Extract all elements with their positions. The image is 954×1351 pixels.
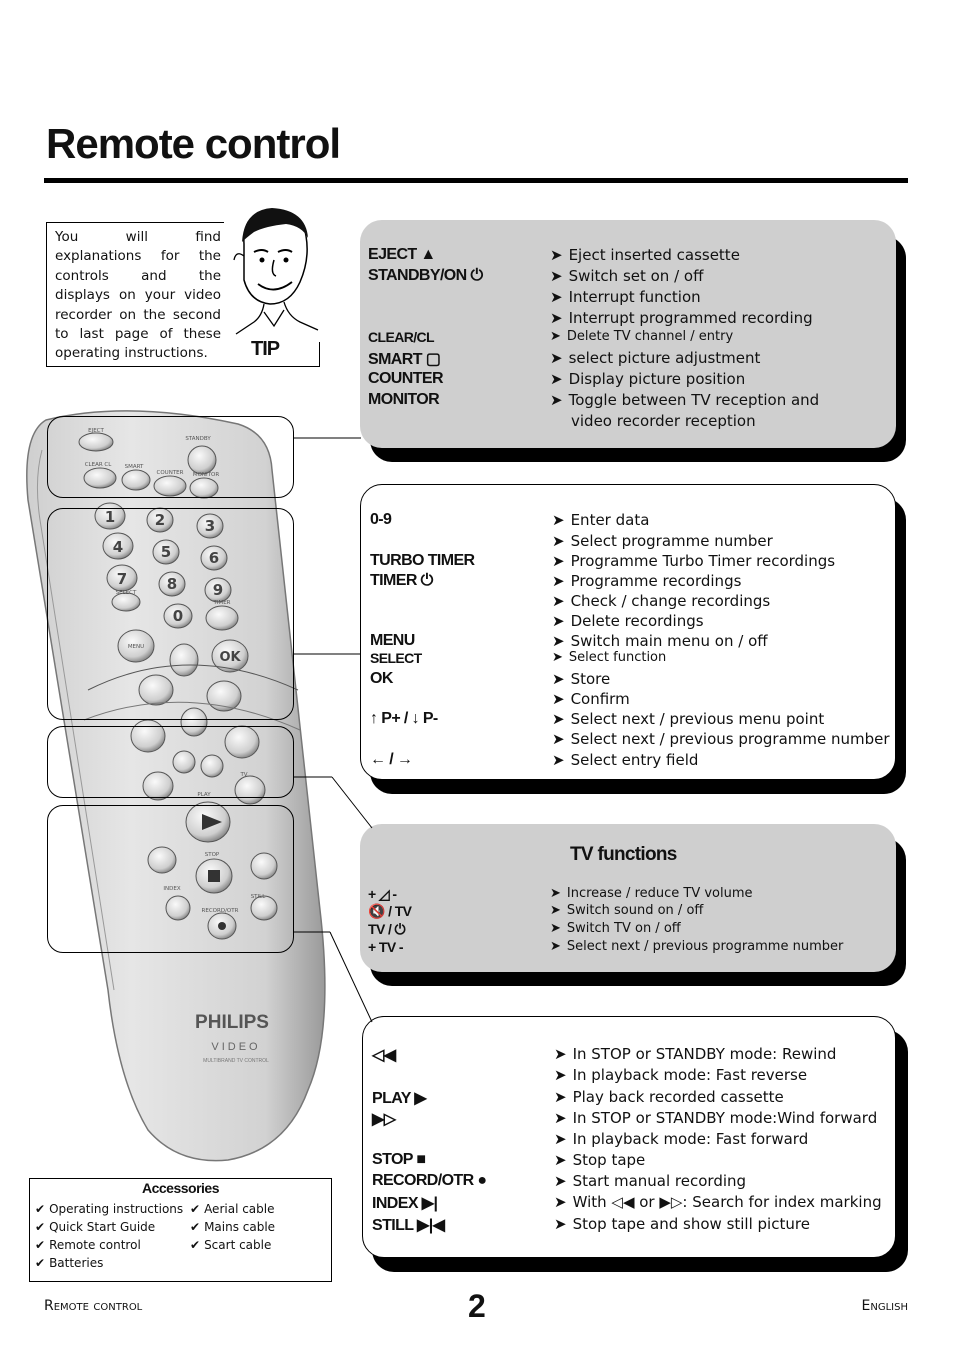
digit-2: 2 xyxy=(154,511,166,529)
tip-label: TIP xyxy=(251,338,280,360)
ok-label: OK xyxy=(219,650,241,665)
accessory-item: ✔ Quick Start Guide xyxy=(35,1220,183,1238)
clear-label: CLEAR CL xyxy=(84,462,112,468)
function-description: ➤ Increase / reduce TV volume xyxy=(550,886,753,901)
function-description: ➤ Store xyxy=(552,670,610,688)
function-description: ➤ Play back recorded cassette xyxy=(554,1088,784,1106)
timer-label: TIMER xyxy=(213,600,231,606)
counter-label: COUNTER xyxy=(156,470,184,476)
stop-label: STOP xyxy=(204,852,220,858)
button-name: MENU xyxy=(370,632,415,649)
function-description: ➤ In STOP or STANDBY mode: Rewind xyxy=(554,1045,836,1063)
tv-label: TV xyxy=(240,772,248,778)
standby-label: STANDBY xyxy=(185,436,211,442)
digit-9: 9 xyxy=(212,581,224,599)
function-description: ➤ Eject inserted cassette xyxy=(550,246,740,264)
accessory-item: ✔ Mains cable xyxy=(190,1220,275,1238)
button-name: STOP ■ xyxy=(372,1151,426,1168)
button-name: ▶▷ xyxy=(372,1111,396,1128)
function-description: ➤ In playback mode: Fast forward xyxy=(554,1130,808,1148)
accessory-item: ✔ Aerial cable xyxy=(190,1202,275,1220)
function-description: ➤ Programme Turbo Timer recordings xyxy=(552,552,835,570)
function-description: ➤ Enter data xyxy=(552,511,649,529)
function-description: ➤ Switch TV on / off xyxy=(550,921,681,936)
function-description: ➤ select picture adjustment xyxy=(550,349,760,367)
button-name: COUNTER xyxy=(368,370,443,387)
function-description: ➤ In playback mode: Fast reverse xyxy=(554,1066,807,1084)
button-name: ↑ P+ / ↓ P- xyxy=(370,710,438,727)
function-description: ➤ Switch set on / off xyxy=(550,267,703,285)
function-description: ➤ Check / change recordings xyxy=(552,592,770,610)
button-name: ◁◀ xyxy=(372,1047,396,1064)
function-description: ➤ Switch main menu on / off xyxy=(552,632,768,650)
accessory-item: ✔ Operating instructions xyxy=(35,1202,183,1220)
function-description: video recorder reception xyxy=(571,412,756,430)
function-description: ➤ Stop tape xyxy=(554,1151,645,1169)
function-description: ➤ Display picture position xyxy=(550,370,745,388)
button-name: + ◿ - xyxy=(368,886,397,902)
button-name: TURBO TIMER xyxy=(370,552,475,569)
index-label: INDEX xyxy=(163,886,181,892)
function-description: ➤ With ◁◀ or ▶▷: Search for index marking xyxy=(554,1193,882,1211)
button-name: RECORD/OTR ● xyxy=(372,1172,487,1189)
function-description: ➤ Interrupt programmed recording xyxy=(550,309,813,327)
page-number: 2 xyxy=(468,1288,486,1324)
digit-8: 8 xyxy=(166,575,178,593)
digit-5: 5 xyxy=(160,543,172,561)
button-name: STANDBY/ON ⏻ xyxy=(368,267,483,284)
accessory-item: ✔ Batteries xyxy=(35,1256,183,1274)
button-name: EJECT ▲ xyxy=(368,246,436,263)
still-label: STILL xyxy=(250,894,266,900)
page-title: Remote control xyxy=(46,120,341,167)
accessory-item: ✔ Remote control xyxy=(35,1238,183,1256)
remote-sub2: MULTIBRAND TV CONTROL xyxy=(203,1058,269,1064)
button-name: PLAY ▶ xyxy=(372,1090,427,1107)
function-description: ➤ Select next / previous programme number xyxy=(550,939,843,954)
remote-brand: PHILIPS xyxy=(195,1012,269,1033)
accessory-item: ✔ Scart cable xyxy=(190,1238,275,1256)
tv-functions-title: TV functions xyxy=(570,844,677,865)
function-description: ➤ Stop tape and show still picture xyxy=(554,1215,810,1233)
function-description: ➤ Select next / previous menu point xyxy=(552,710,824,728)
function-description: ➤ Select next / previous programme number xyxy=(552,730,890,748)
button-name: CLEAR/CL xyxy=(368,329,434,345)
button-name: ← / → xyxy=(370,751,413,768)
remote-sub: VIDEO xyxy=(211,1041,261,1053)
accessories-left-list xyxy=(35,1202,183,1274)
footer-section: Remote control xyxy=(44,1298,143,1314)
accessories-right-list xyxy=(190,1202,275,1256)
function-description: ➤ Select function xyxy=(552,650,666,665)
function-description: ➤ Delete recordings xyxy=(552,612,704,630)
accessories-title: Accessories xyxy=(141,1180,219,1196)
record-label: RECORD/OTR xyxy=(201,908,239,914)
function-description: ➤ Programme recordings xyxy=(552,572,741,590)
button-name: + TV - xyxy=(368,939,403,955)
button-name: SELECT xyxy=(370,650,422,666)
digit-1: 1 xyxy=(104,508,116,526)
button-name: TV / ⏻ xyxy=(368,921,406,937)
button-name: SMART ▢ xyxy=(368,351,441,368)
monitor-label: MONITOR xyxy=(192,472,220,478)
function-description: ➤ Select programme number xyxy=(552,532,773,550)
button-name: OK xyxy=(370,670,393,687)
eject-label: EJECT xyxy=(88,428,104,434)
digit-3: 3 xyxy=(204,517,216,535)
function-description: ➤ Interrupt function xyxy=(550,288,701,306)
function-description: ➤ Start manual recording xyxy=(554,1172,746,1190)
smart-label: SMART xyxy=(124,464,144,470)
function-description: ➤ Switch sound on / off xyxy=(550,903,703,918)
function-description: ➤ Confirm xyxy=(552,690,630,708)
play-label: PLAY xyxy=(197,792,211,798)
tip-text: You will find explanations for the controls and the displays on your video recorder on the second to last page of these operating instructions. xyxy=(55,229,221,362)
button-name: TIMER ⏻ xyxy=(370,572,433,589)
digit-0: 0 xyxy=(172,607,184,625)
button-name: MONITOR xyxy=(368,391,440,408)
menu-label: MENU xyxy=(127,644,145,650)
function-description: ➤ Delete TV channel / entry xyxy=(550,329,733,344)
button-name: 0-9 xyxy=(370,511,392,528)
button-name: 🔇 / TV xyxy=(368,903,412,919)
digit-4: 4 xyxy=(112,538,124,556)
function-description: ➤ Select entry field xyxy=(552,751,698,769)
digit-6: 6 xyxy=(208,549,220,567)
footer-language: English xyxy=(861,1298,908,1314)
digit-7: 7 xyxy=(116,570,128,588)
function-description: ➤ Toggle between TV reception and xyxy=(550,391,819,409)
select-label: SELECT xyxy=(115,590,137,596)
button-name: INDEX ▶| xyxy=(372,1195,438,1212)
button-name: STILL ▶|◀ xyxy=(372,1217,445,1234)
function-description: ➤ In STOP or STANDBY mode:Wind forward xyxy=(554,1109,877,1127)
